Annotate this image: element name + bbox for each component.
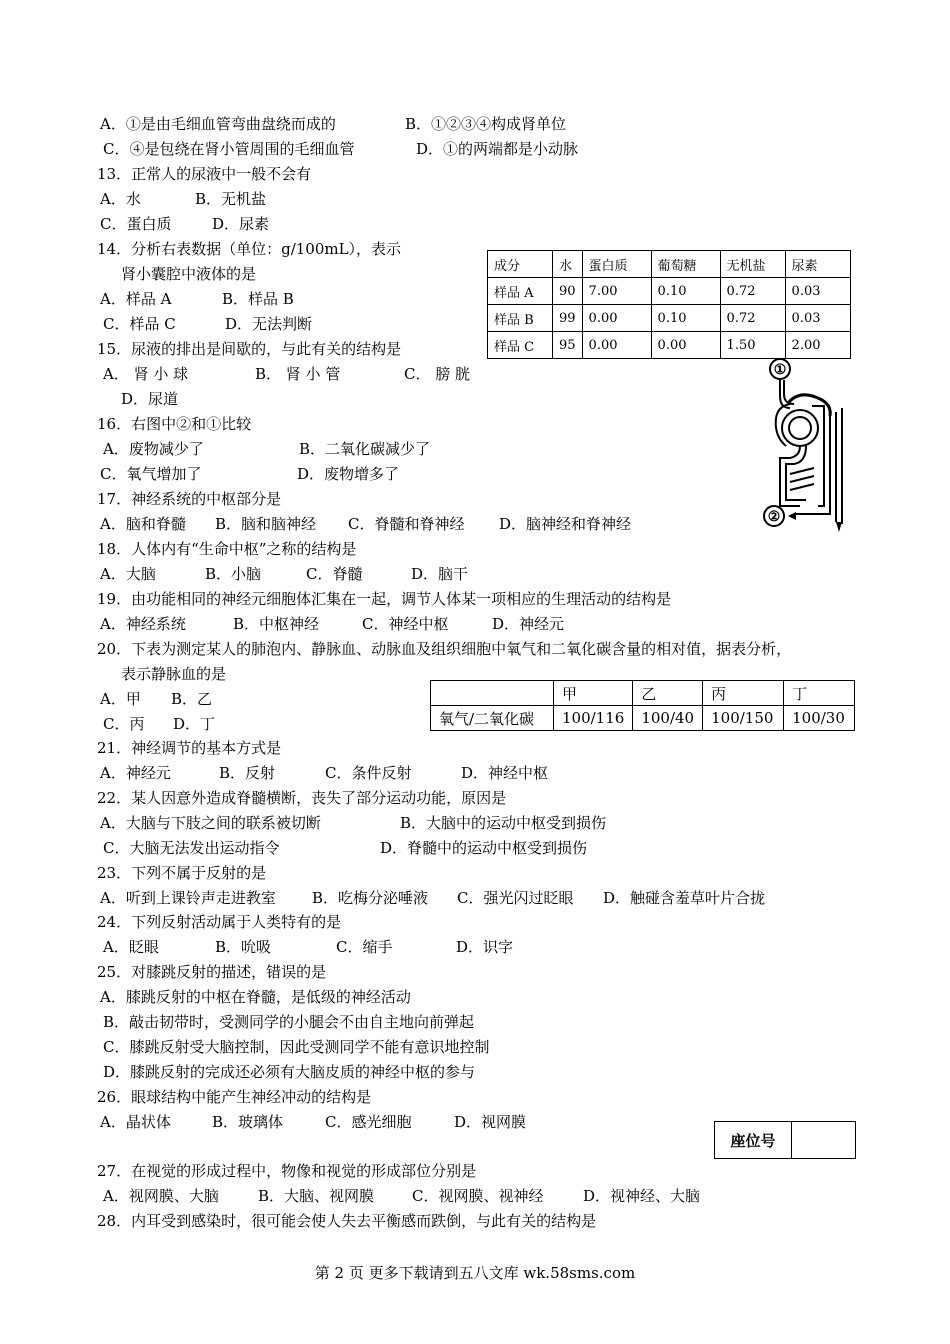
question-line: A．视网膜、大脑 <box>103 1187 219 1205</box>
question-line: C．样品 C <box>103 315 176 333</box>
table-header-cell: 甲 <box>554 681 633 706</box>
table-header-cell: 成分 <box>488 251 553 278</box>
figure-label-1: ① <box>773 362 787 378</box>
question-line: C．④是包绕在肾小管周围的毛细血管 <box>103 140 355 158</box>
question-line: A．膝跳反射的中枢在脊髓，是低级的神经活动 <box>100 988 411 1006</box>
question-line: A．甲 <box>100 690 141 708</box>
question-line: B． 肾 小 管 <box>255 365 341 383</box>
question-line: B．吃梅分泌唾液 <box>312 889 429 907</box>
question-line: 20．下表为测定某人的肺泡内、静脉血、动脉血及组织细胞中氧气和二氧化碳含量的相对值，据表分析， <box>97 640 792 658</box>
table-cell: 0.00 <box>582 305 651 332</box>
table-cell: 100/30 <box>784 706 855 731</box>
table-row <box>488 332 851 359</box>
table-cell: 100/116 <box>554 706 633 731</box>
question-line: 22．某人因意外造成脊髓横断，丧失了部分运动功能，原因是 <box>97 789 507 807</box>
question-line: A．①是由毛细血管弯曲盘绕而成的 <box>100 115 336 133</box>
question-line: B．样品 B <box>222 290 294 308</box>
question-line: 26．眼球结构中能产生神经冲动的结构是 <box>97 1088 372 1106</box>
question-line: A．听到上课铃声走进教室 <box>100 889 276 907</box>
table-header-cell <box>431 681 554 706</box>
question-line: 表示静脉血的是 <box>121 665 227 683</box>
question-line: D．废物增多了 <box>297 465 400 483</box>
question-line: A．大脑 <box>100 565 156 583</box>
table-header-cell: 水 <box>553 251 583 278</box>
table-row <box>431 706 855 731</box>
composition-table <box>487 250 851 359</box>
question-line: A．废物减少了 <box>103 440 204 458</box>
question-line: D．触碰含羞草叶片合拢 <box>603 889 766 907</box>
question-line: C．脊髓和脊神经 <box>348 515 465 533</box>
question-line: A．水 <box>100 190 141 208</box>
table-cell: 95 <box>553 332 583 359</box>
table-cell: 99 <box>553 305 583 332</box>
table-cell: 0.10 <box>651 278 720 305</box>
table-header-row <box>431 681 855 706</box>
table-header-cell: 丁 <box>784 681 855 706</box>
question-line: A．神经系统 <box>100 615 186 633</box>
question-line: B．①②③④构成肾单位 <box>405 115 567 133</box>
table-cell: 0.72 <box>720 278 785 305</box>
table-cell: 0.03 <box>785 305 850 332</box>
question-line: 28．内耳受到感染时，很可能会使人失去平衡感而跌倒，与此有关的结构是 <box>97 1212 597 1230</box>
question-line: C．氧气增加了 <box>100 465 202 483</box>
question-line: B．玻璃体 <box>212 1113 284 1131</box>
question-line: C．感光细胞 <box>325 1113 412 1131</box>
table-row <box>488 305 851 332</box>
seat-number-field[interactable] <box>792 1122 855 1158</box>
seat-number-box <box>714 1121 856 1159</box>
question-line: B．大脑中的运动中枢受到损伤 <box>400 814 607 832</box>
table-header-cell: 丙 <box>703 681 784 706</box>
question-line: 24．下列反射活动属于人类特有的是 <box>97 913 342 931</box>
table-cell: 90 <box>553 278 583 305</box>
question-line: B．二氧化碳减少了 <box>299 440 431 458</box>
question-line: A． 肾 小 球 <box>103 365 189 383</box>
question-line: A．眨眼 <box>103 938 159 956</box>
table-cell: 0.03 <box>785 278 850 305</box>
table-cell: 样品 B <box>488 305 553 332</box>
gas-table <box>430 680 855 731</box>
figure-label-2: ② <box>767 509 781 525</box>
question-line: 13．正常人的尿液中一般不会有 <box>97 165 312 183</box>
question-line: B．乙 <box>171 690 213 708</box>
question-line: C．神经中枢 <box>362 615 449 633</box>
question-line: 18．人体内有“生命中枢”之称的结构是 <box>97 540 357 558</box>
table-header-cell: 尿素 <box>785 251 850 278</box>
table-row <box>488 278 851 305</box>
question-line: A．晶状体 <box>100 1113 171 1131</box>
question-line: D．膝跳反射的完成还必须有大脑皮质的神经中枢的参与 <box>103 1063 476 1081</box>
question-line: D．视网膜 <box>454 1113 527 1131</box>
question-line: D．尿素 <box>212 215 270 233</box>
question-line: D．识字 <box>456 938 514 956</box>
question-line: 肾小囊腔中液体的是 <box>121 265 257 283</box>
question-line: B．大脑、视网膜 <box>258 1187 375 1205</box>
table-cell: 0.10 <box>651 305 720 332</box>
question-line: B．小脑 <box>205 565 262 583</box>
question-line: C．大脑无法发出运动指令 <box>103 839 280 857</box>
question-line: 14．分析右表数据（单位：g/100mL），表示 <box>97 240 402 258</box>
question-line: 19．由功能相同的神经元细胞体汇集在一起，调节人体某一项相应的生理活动的结构是 <box>97 590 672 608</box>
question-line: C．蛋白质 <box>100 215 172 233</box>
question-line: C．脊髓 <box>306 565 363 583</box>
table-cell: 样品 C <box>488 332 553 359</box>
question-line: C． 膀 胱 <box>404 365 471 383</box>
question-line: C．缩手 <box>336 938 393 956</box>
question-line: 17．神经系统的中枢部分是 <box>97 490 282 508</box>
seat-number-label: 座位号 <box>715 1122 792 1158</box>
question-line: 15．尿液的排出是间歇的，与此有关的结构是 <box>97 340 402 358</box>
table-cell: 0.00 <box>582 332 651 359</box>
question-line: C．条件反射 <box>325 764 412 782</box>
question-line: C．强光闪过眨眼 <box>457 889 574 907</box>
question-line: 16．右图中②和①比较 <box>97 415 252 433</box>
question-line: D．无法判断 <box>225 315 313 333</box>
table-cell: 100/40 <box>633 706 703 731</box>
question-line: D．丁 <box>173 715 216 733</box>
question-line: D．脑干 <box>411 565 469 583</box>
question-line: B．脑和脑神经 <box>215 515 317 533</box>
table-header-cell: 葡萄糖 <box>651 251 720 278</box>
question-line: C．视网膜、视神经 <box>412 1187 544 1205</box>
question-line: 23．下列不属于反射的是 <box>97 864 267 882</box>
table-header-cell: 无机盐 <box>720 251 785 278</box>
question-line: D．①的两端都是小动脉 <box>416 140 579 158</box>
table-cell: 0.00 <box>651 332 720 359</box>
table-header-row <box>488 251 851 278</box>
question-line: B．吮吸 <box>215 938 272 956</box>
table-cell: 7.00 <box>582 278 651 305</box>
question-line: D．神经元 <box>492 615 565 633</box>
question-line: C．膝跳反射受大脑控制，因此受测同学不能有意识地控制 <box>103 1038 490 1056</box>
table-cell: 0.72 <box>720 305 785 332</box>
nephron-figure <box>760 356 856 538</box>
question-line: B．敲击韧带时，受测同学的小腿会不由自主地向前弹起 <box>103 1013 475 1031</box>
question-line: B．中枢神经 <box>233 615 320 633</box>
page-footer: 第 2 页 更多下载请到五八文库 wk.58sms.com <box>314 1264 636 1282</box>
question-line: A．神经元 <box>100 764 171 782</box>
table-header-cell: 乙 <box>633 681 703 706</box>
question-line: A．脑和脊髓 <box>100 515 186 533</box>
table-cell: 100/150 <box>703 706 784 731</box>
table-cell: 1.50 <box>720 332 785 359</box>
question-line: D．脑神经和脊神经 <box>499 515 632 533</box>
question-line: D．视神经、大脑 <box>583 1187 701 1205</box>
question-line: D．尿道 <box>121 390 179 408</box>
question-line: C．丙 <box>103 715 145 733</box>
question-line: 25．对膝跳反射的描述，错误的是 <box>97 963 327 981</box>
question-line: D．神经中枢 <box>461 764 549 782</box>
question-line: A．样品 A <box>100 290 172 308</box>
table-cell: 氧气/二氧化碳 <box>431 706 554 731</box>
question-line: 27．在视觉的形成过程中，物像和视觉的形成部位分别是 <box>97 1162 477 1180</box>
question-line: 21．神经调节的基本方式是 <box>97 739 282 757</box>
question-line: B．无机盐 <box>195 190 267 208</box>
table-cell: 样品 A <box>488 278 553 305</box>
table-cell: 2.00 <box>785 332 850 359</box>
question-line: B．反射 <box>219 764 276 782</box>
question-line: A．大脑与下肢之间的联系被切断 <box>100 814 321 832</box>
table-header-cell: 蛋白质 <box>582 251 651 278</box>
question-line: D．脊髓中的运动中枢受到损伤 <box>380 839 588 857</box>
